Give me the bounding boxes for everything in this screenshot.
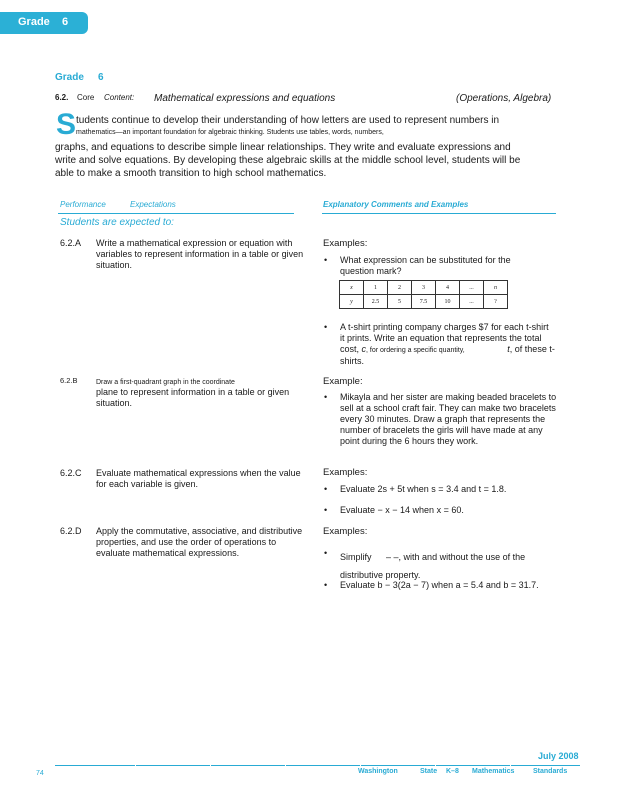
col-expectations: Expectations [130,200,176,209]
core-label: Core [77,93,95,102]
item-code-c: 6.2.C [60,468,82,478]
grade-tab-number: 6 [62,16,69,28]
content-label: Content: [104,93,135,102]
item-a-example-2 [340,322,555,367]
item-a-example-1: What expression can be substituted for the question mark? [340,255,511,276]
content-title: Mathematical expressions and equations [154,93,336,104]
bullet: • [324,255,328,265]
footer-rule-gap [135,764,136,767]
xy-table [339,280,508,309]
footer-rule-gap [510,764,511,767]
example-text: , for ordering a specific quantity, [366,347,465,354]
table-row [340,281,508,295]
footer-rule [55,765,580,766]
col-rule-left [58,213,294,214]
intro-line-2: mathematics—an important foundation for algebraic thinking. Students use tables, words, numbers, [76,129,384,136]
item-desc-d: Apply the commutative, associative, and distributive properties, and use the order of operations to evaluate mathematical expressions. [96,526,303,558]
example-text: A t-shirt printing company charges $7 for each t-shirt it prints. Write an equation that represents the total cost, [340,322,549,354]
bullet: • [324,580,328,590]
footer-rule-gap [360,764,361,767]
item-label-d: Examples: [323,526,368,537]
item-desc-b: plane to represent information in a table or given situation. [96,387,290,408]
example-text: , with and without the use of the distributive property. [340,552,526,580]
footer-state-2: State [420,768,438,775]
grade-heading-word: Grade [55,72,84,83]
table-row [340,295,508,309]
page-number: 74 [36,770,44,777]
footer-grades: K–8 [446,768,459,775]
expected-heading: Students are expected to: [60,217,174,228]
item-desc-c: Evaluate mathematical expressions when the value for each variable is given. [96,468,301,489]
item-d-example-2: Evaluate b − 3(2a − 7) when a = 5.4 and b = 31.7. [340,580,539,590]
footer-rule-gap [435,764,436,767]
intro-line-5: able to make a smooth transition to high school mathematics. [55,168,327,179]
footer-standards: Standards [533,768,568,775]
col-performance: Performance [60,200,106,209]
item-b-example-1: Mikayla and her sister are making beaded bracelets to sell at a school craft fair. They can make two bracelets every 30 minutes. Draw a graph that represents the number of bracelets the girls will have made at any point during the 6 hours they work. [340,392,557,446]
footer-rule-gap [285,764,286,767]
table-cell: ? [484,295,508,309]
grade-tab [0,12,88,34]
table-cell: 4 [436,281,460,295]
item-c-example-1: Evaluate 2s + 5t when s = 3.4 and t = 1.8. [340,484,507,494]
content-strand: (Operations, Algebra) [456,93,552,104]
table-cell: 2.5 [364,295,388,309]
item-desc-b-small: Draw a first-quadrant graph in the coordinate [96,379,235,386]
footer-state-1: Washington [358,768,398,775]
variable-t: t [507,344,510,354]
table-cell: 1 [364,281,388,295]
grade-heading [55,72,104,83]
item-label-b: Example: [323,376,363,387]
grade-heading-number: 6 [98,72,104,83]
item-c-example-2: Evaluate − x − 14 when x = 60. [340,505,464,515]
table-cell: x [340,281,364,295]
bullet: • [324,392,328,402]
item-label-c: Examples: [323,467,368,478]
item-code-b: 6.2.B [60,376,78,385]
intro-line-3: graphs, and equations to describe simple linear relationships. They write and evaluate expressions and [55,142,511,153]
item-label-a: Examples: [323,238,368,249]
table-cell: 7.5 [412,295,436,309]
bullet: • [324,548,328,558]
table-cell: y [340,295,364,309]
intro-line-1: tudents continue to develop their understanding of how letters are used to represent numbers in [76,115,500,126]
table-cell: 5 [388,295,412,309]
footer-subject: Mathematics [472,768,515,775]
table-cell: ... [460,281,484,295]
item-code-a: 6.2.A [60,238,82,248]
item-d-example-1 [340,548,562,584]
table-cell: 10 [436,295,460,309]
item-desc-a: Write a mathematical expression or equation with variables to represent information in a table or given situation. [96,238,304,270]
intro-dropcap: S [56,108,77,141]
example-text: – – [386,552,399,562]
grade-tab-word: Grade [18,16,50,28]
table-cell: n [484,281,508,295]
item-code-d: 6.2.D [60,526,82,536]
intro-line-4: write and solve equations. By developing these algebraic skills at the middle school level, students will be [55,155,521,166]
strand-code: 6.2. [55,93,69,102]
col-explanatory: Explanatory Comments and Examples [323,200,469,209]
footer-date: July 2008 [538,751,579,761]
bullet: • [324,484,328,494]
footer-rule-gap [210,764,211,767]
variable-c: c [361,344,367,354]
table-cell: ... [460,295,484,309]
bullet: • [324,505,328,515]
example-text: , [509,344,513,354]
example-text: of these t-shirts. [340,344,555,366]
table-cell: 3 [412,281,436,295]
table-cell: 2 [388,281,412,295]
example-text: Simplify [340,552,372,562]
bullet: • [324,322,328,332]
col-rule-right [322,213,556,214]
